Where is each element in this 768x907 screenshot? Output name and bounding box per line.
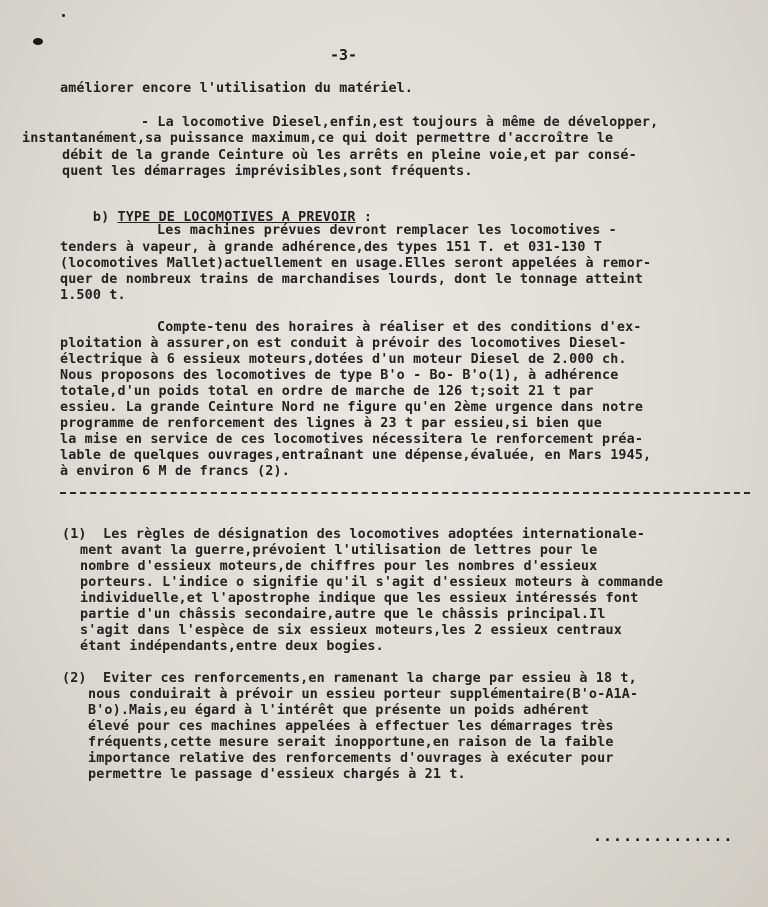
footnote-line: fréquents,cette mesure serait inopportune,en raison de la faible <box>88 735 614 750</box>
footnote-line: (1) Les règles de désignation des locomotives adoptées internationale- <box>62 527 646 542</box>
paragraph-line: 1.500 t. <box>60 288 126 303</box>
footnote-line: partie d'un châssis secondaire,autre que le châssis principal.Il <box>80 607 606 622</box>
paragraph-line: quer de nombreux trains de marchandises lourds, dont le tonnage atteint <box>60 272 644 287</box>
paragraph-line: programme de renforcement des lignes à 23 t par essieu,si bien que <box>60 416 602 431</box>
ink-speck <box>62 14 65 17</box>
intro-line: débit de la grande Ceinture où les arrêts en pleine voie,et par consé- <box>62 148 637 163</box>
paragraph-line: totale,d'un poids total en ordre de marche de 126 t;soit 21 t par <box>60 384 594 399</box>
section-prefix: b) <box>92 210 118 225</box>
ink-blot <box>33 38 43 45</box>
intro-line: quent les démarrages imprévisibles,sont fréquents. <box>62 164 473 179</box>
intro-line: instantanément,sa puissance maximum,ce qui doit permettre d'accroître le <box>22 131 614 146</box>
intro-line: améliorer encore l'utilisation du matériel. <box>60 81 414 96</box>
paragraph-line: ploitation à assurer,on est conduit à prévoir des locomotives Diesel- <box>60 336 627 351</box>
footnote-line: (2) Eviter ces renforcements,en ramenant la charge par essieu à 18 t, <box>62 671 637 686</box>
paragraph-line: à environ 6 M de francs (2). <box>60 464 290 479</box>
paragraph-line: lable de quelques ouvrages,entraînant une dépense,évaluée, en Mars 1945, <box>60 448 652 463</box>
paragraph-line: tenders à vapeur, à grande adhérence,des types 151 T. et 031-130 T <box>60 240 602 255</box>
section-suffix: : <box>355 210 373 225</box>
footnote-line: ment avant la guerre,prévoient l'utilisation de lettres pour le <box>80 543 598 558</box>
footnote-line: importance relative des renforcements d'ouvrages à exécuter pour <box>88 751 614 766</box>
section-title: TYPE DE LOCOMOTIVES A PREVOIR <box>117 210 356 225</box>
paragraph-line: électrique à 6 essieux moteurs,dotées d'un moteur Diesel de 2.000 ch. <box>60 352 627 367</box>
paragraph-line: essieu. La grande Ceinture Nord ne figure qu'en 2ème urgence dans notre <box>60 400 644 415</box>
closing-dots: .............. <box>593 827 734 845</box>
paragraph-line: Compte-tenu des horaires à réaliser et des conditions d'ex- <box>157 320 642 335</box>
intro-line: - La locomotive Diesel,enfin,est toujours à même de développer, <box>141 115 659 130</box>
footnote-line: nous conduirait à prévoir un essieu porteur supplémentaire(B'o-A1A- <box>88 687 639 702</box>
footnote-line: porteurs. L'indice o signifie qu'il s'agit d'essieux moteurs à commande <box>80 575 664 590</box>
dashed-separator <box>60 492 750 494</box>
paragraph-line: Les machines prévues devront remplacer les locomotives - <box>157 223 617 238</box>
footnote-line: permettre le passage d'essieux chargés à 21 t. <box>88 767 466 782</box>
paragraph-line: Nous proposons des locomotives de type B'o - Bo- B'o(1), à adhérence <box>60 368 619 383</box>
paragraph-line: la mise en service de ces locomotives nécessitera le renforcement préa- <box>60 432 644 447</box>
footnote-line: élevé pour ces machines appelées à effectuer les démarrages très <box>88 719 614 734</box>
footnote-line: individuelle,et l'apostrophe indique que les essieux intéressés font <box>80 591 639 606</box>
footnote-line: étant indépendants,entre deux bogies. <box>80 639 384 654</box>
page-number: -3- <box>330 46 358 64</box>
footnote-line: B'o).Mais,eu égard à l'intérêt que présente un poids adhérent <box>88 703 589 718</box>
paragraph-line: (locomotives Mallet)actuellement en usage.Elles seront appelées à remor- <box>60 256 652 271</box>
footnote-line: nombre d'essieux moteurs,de chiffres pour les nombres d'essieux <box>80 559 598 574</box>
footnote-line: s'agit dans l'espèce de six essieux moteurs,les 2 essieux centraux <box>80 623 622 638</box>
